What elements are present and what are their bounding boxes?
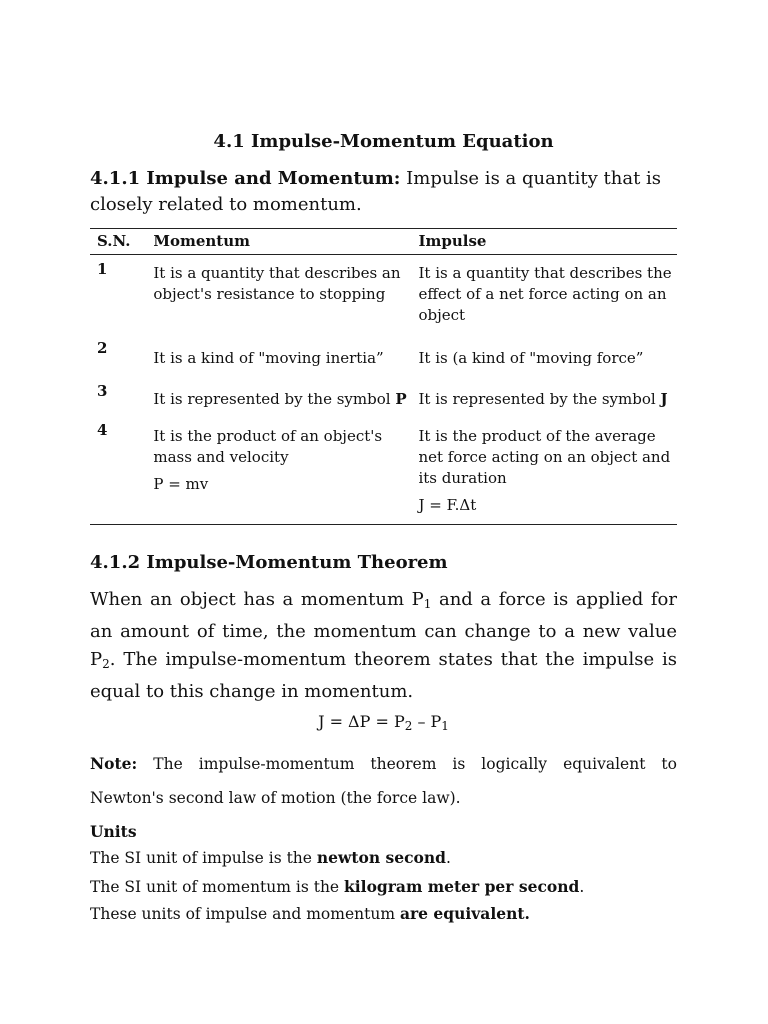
- impulse-symbol: J: [660, 390, 668, 408]
- momentum-symbol-text: It is represented by the symbol: [153, 390, 396, 408]
- comparison-table: [90, 228, 677, 525]
- subscript: 2: [404, 719, 413, 733]
- units-text: The SI unit of momentum is the: [90, 878, 345, 896]
- intro-heading: 4.1.1 Impulse and Momentum:: [90, 168, 401, 189]
- theorem-text-c: . The impulse-momentum theorem states that the impulse is equal to this change in momentum.: [90, 649, 677, 702]
- impulse-formula: J = F.Δt: [418, 496, 477, 514]
- momentum-formula: P = mv: [153, 475, 209, 493]
- intro-text: Impulse is a quantity that is closely related to momentum.: [90, 168, 662, 215]
- subscript: 1: [423, 597, 432, 611]
- units-bold: kilogram meter per second: [344, 877, 580, 896]
- units-text: .: [579, 878, 585, 896]
- units-heading: Units: [90, 822, 137, 841]
- table-row: [90, 336, 677, 379]
- units-text: These units of impulse and momentum: [90, 905, 400, 923]
- momentum-cell: [153, 389, 418, 418]
- header-impulse: Impulse: [418, 229, 677, 255]
- impulse-cell: It is (a kind of "moving force”: [418, 349, 644, 367]
- impulse-cell: [418, 389, 677, 418]
- units-text: .: [446, 849, 451, 867]
- page-title: 4.1 Impulse-Momentum Equation: [213, 131, 554, 152]
- momentum-cell: It is a quantity that describes an object's resistance to stopping: [153, 264, 401, 303]
- momentum-cell: It is a kind of "moving inertia”: [153, 349, 384, 367]
- impulse-cell: It is a quantity that describes the effect of a net force acting on an object: [418, 264, 672, 324]
- row-number: 3: [97, 382, 108, 400]
- row-number: 2: [97, 339, 108, 357]
- units-text: The SI unit of impulse is the: [90, 849, 317, 867]
- units-bold: are equivalent.: [399, 904, 530, 923]
- theorem-equation: [90, 710, 677, 738]
- note-text: The impulse-momentum theorem is logically equivalent to Newton's second law of motion (the force law).: [90, 755, 677, 807]
- row-number: 4: [97, 421, 108, 439]
- impulse-cell: It is the product of the average net force acting on an object and its duration: [418, 427, 671, 487]
- units-line-impulse: [90, 846, 451, 870]
- table-row: [90, 418, 677, 525]
- equation-text-a: J = ΔP = P: [318, 712, 405, 731]
- note-paragraph: [90, 747, 677, 815]
- theorem-paragraph: [90, 586, 677, 706]
- subscript: 1: [441, 719, 449, 733]
- impulse-symbol-text: It is represented by the symbol: [418, 390, 661, 408]
- intro-paragraph: [90, 166, 677, 218]
- table-row: [90, 255, 677, 337]
- header-sn: S.N.: [90, 229, 153, 255]
- row-number: 1: [97, 260, 108, 278]
- table-header-row: [90, 229, 677, 255]
- equation-text-b: – P: [412, 712, 442, 731]
- momentum-symbol: P: [395, 390, 407, 408]
- theorem-text-b: and a force is applied for an amount of time, the momentum can change to a new value P: [90, 589, 677, 670]
- header-momentum: Momentum: [153, 229, 418, 255]
- units-line-momentum: [90, 875, 584, 899]
- momentum-cell: It is the product of an object's mass and velocity: [153, 427, 383, 466]
- units-bold: newton second: [316, 848, 446, 867]
- units-line-equivalence: [90, 902, 530, 926]
- theorem-text-a: When an object has a momentum P: [90, 589, 424, 610]
- note-label: Note:: [90, 754, 138, 773]
- subscript: 2: [102, 657, 110, 671]
- table-row: [90, 379, 677, 418]
- section-heading: 4.1.2 Impulse-Momentum Theorem: [90, 552, 448, 573]
